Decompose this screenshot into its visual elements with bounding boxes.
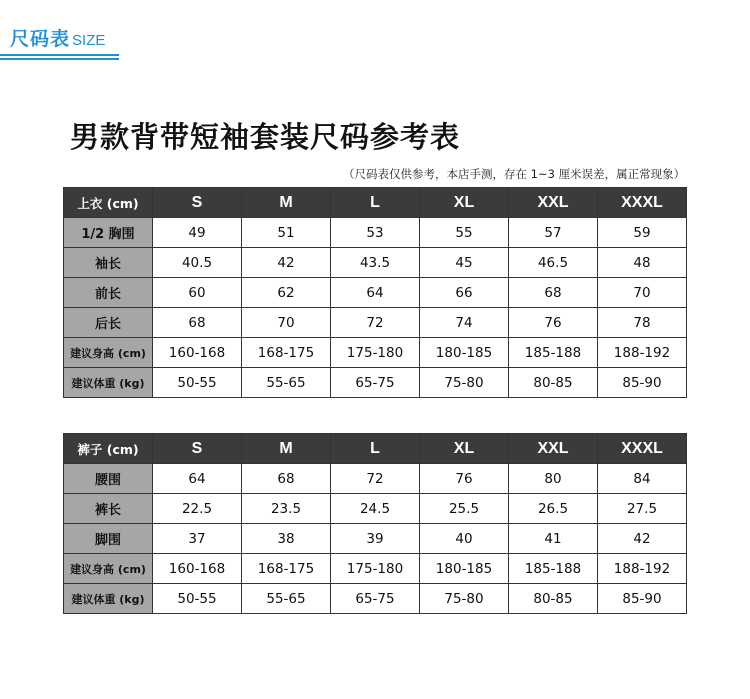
table-cell: 55-65 [242, 584, 331, 614]
section-subtitle: SIZE [72, 32, 106, 49]
row-label: 后长 [64, 308, 153, 338]
row-label: 建议身高 (cm) [64, 338, 153, 368]
table-cell: 24.5 [331, 494, 420, 524]
table-cell: 53 [331, 218, 420, 248]
table-cell: 68 [153, 308, 242, 338]
table-cell: 45 [420, 248, 509, 278]
table-cell: 42 [242, 248, 331, 278]
row-label: 腰围 [64, 464, 153, 494]
table-cell: 80-85 [509, 584, 598, 614]
table-cell: 59 [598, 218, 687, 248]
table-row [64, 524, 687, 554]
table-cell: 75-80 [420, 368, 509, 398]
table-cell: 188-192 [598, 338, 687, 368]
size-header: S [153, 188, 242, 218]
table-cell: 68 [242, 464, 331, 494]
row-label: 1/2 胸围 [64, 218, 153, 248]
table-cell: 49 [153, 218, 242, 248]
table-cell: 160-168 [153, 338, 242, 368]
row-label: 建议身高 (cm) [64, 554, 153, 584]
table-row [64, 368, 687, 398]
table-cell: 25.5 [420, 494, 509, 524]
table-cell: 66 [420, 278, 509, 308]
table-cell: 64 [153, 464, 242, 494]
table-cell: 41 [509, 524, 598, 554]
table-cell: 180-185 [420, 338, 509, 368]
table-cell: 78 [598, 308, 687, 338]
table-row [64, 308, 687, 338]
header-row [64, 434, 687, 464]
corner-label: 上衣 (cm) [64, 188, 153, 218]
table-cell: 40 [420, 524, 509, 554]
table-cell: 185-188 [509, 554, 598, 584]
table-cell: 37 [153, 524, 242, 554]
bottom-size-table [63, 433, 687, 614]
table-cell: 40.5 [153, 248, 242, 278]
table-cell: 65-75 [331, 584, 420, 614]
section-header [10, 24, 105, 51]
size-header: XXL [509, 188, 598, 218]
table-cell: 70 [598, 278, 687, 308]
size-header: XL [420, 434, 509, 464]
row-label: 裤长 [64, 494, 153, 524]
size-header: S [153, 434, 242, 464]
table-cell: 70 [242, 308, 331, 338]
table-cell: 65-75 [331, 368, 420, 398]
size-header: L [331, 434, 420, 464]
table-cell: 85-90 [598, 584, 687, 614]
table-cell: 51 [242, 218, 331, 248]
table-cell: 38 [242, 524, 331, 554]
table-cell: 180-185 [420, 554, 509, 584]
table-cell: 39 [331, 524, 420, 554]
section-title: 尺码表 [10, 28, 71, 50]
table-cell: 43.5 [331, 248, 420, 278]
table-cell: 62 [242, 278, 331, 308]
header-row [64, 188, 687, 218]
table-row [64, 554, 687, 584]
row-label: 建议体重 (kg) [64, 584, 153, 614]
table-cell: 22.5 [153, 494, 242, 524]
table-cell: 64 [331, 278, 420, 308]
table-cell: 185-188 [509, 338, 598, 368]
table-cell: 74 [420, 308, 509, 338]
table-cell: 80-85 [509, 368, 598, 398]
table-cell: 175-180 [331, 338, 420, 368]
table-cell: 50-55 [153, 368, 242, 398]
header-underline-2 [0, 58, 119, 60]
table-cell: 168-175 [242, 554, 331, 584]
size-header: XXXL [598, 434, 687, 464]
table-cell: 46.5 [509, 248, 598, 278]
table-cell: 84 [598, 464, 687, 494]
row-label: 前长 [64, 278, 153, 308]
table-cell: 72 [331, 308, 420, 338]
row-label: 袖长 [64, 248, 153, 278]
table-row [64, 218, 687, 248]
size-header: XL [420, 188, 509, 218]
table-cell: 188-192 [598, 554, 687, 584]
table-cell: 27.5 [598, 494, 687, 524]
table-cell: 85-90 [598, 368, 687, 398]
size-header: M [242, 434, 331, 464]
table-row [64, 584, 687, 614]
table-cell: 76 [509, 308, 598, 338]
table-cell: 26.5 [509, 494, 598, 524]
top-size-table [63, 187, 687, 398]
table-cell: 160-168 [153, 554, 242, 584]
table-cell: 48 [598, 248, 687, 278]
table-cell: 175-180 [331, 554, 420, 584]
table-cell: 23.5 [242, 494, 331, 524]
table-cell: 55-65 [242, 368, 331, 398]
header-underline [0, 54, 119, 56]
table-cell: 75-80 [420, 584, 509, 614]
table-row [64, 248, 687, 278]
table-cell: 55 [420, 218, 509, 248]
page-title: 男款背带短袖套装尺码参考表 [70, 120, 461, 154]
table-row [64, 494, 687, 524]
table-row [64, 338, 687, 368]
table-cell: 168-175 [242, 338, 331, 368]
table-cell: 80 [509, 464, 598, 494]
table-row [64, 464, 687, 494]
table-cell: 50-55 [153, 584, 242, 614]
table-cell: 72 [331, 464, 420, 494]
table-cell: 57 [509, 218, 598, 248]
corner-label: 裤子 (cm) [64, 434, 153, 464]
size-header: XXL [509, 434, 598, 464]
table-cell: 68 [509, 278, 598, 308]
table-cell: 76 [420, 464, 509, 494]
table-cell: 60 [153, 278, 242, 308]
table-cell: 42 [598, 524, 687, 554]
size-header: L [331, 188, 420, 218]
size-header: XXXL [598, 188, 687, 218]
row-label: 建议体重 (kg) [64, 368, 153, 398]
size-note: （尺码表仅供参考，本店手测，存在 1~3 厘米误差，属正常现象） [343, 167, 686, 181]
row-label: 脚围 [64, 524, 153, 554]
size-header: M [242, 188, 331, 218]
table-row [64, 278, 687, 308]
